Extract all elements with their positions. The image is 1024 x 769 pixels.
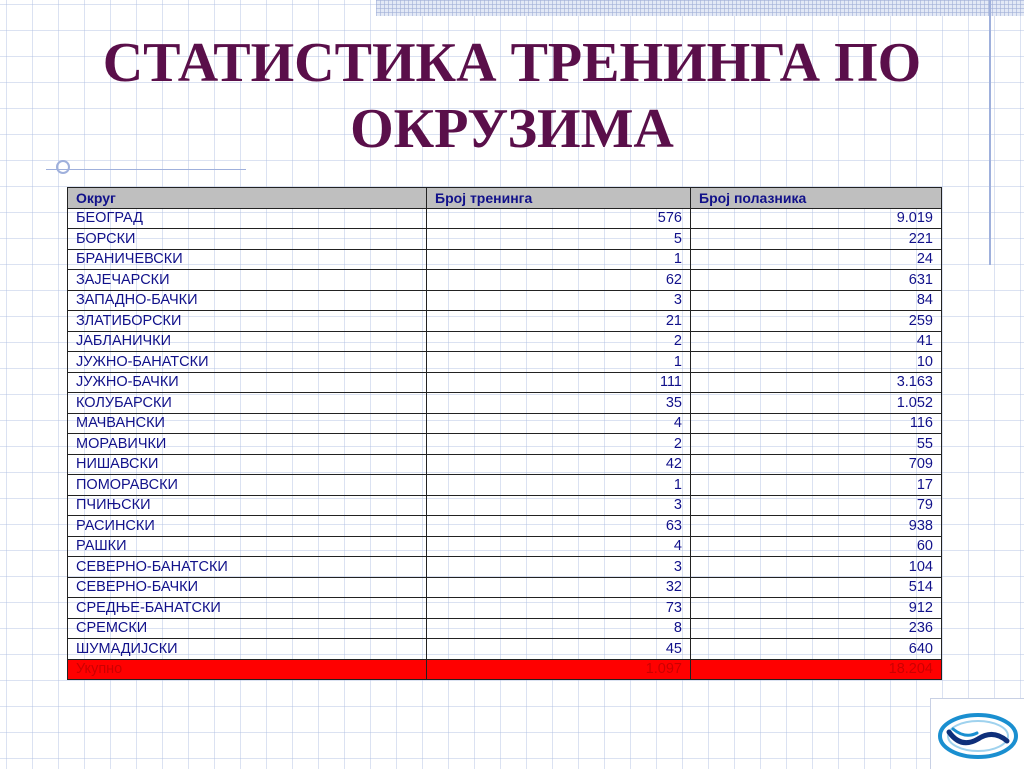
cell-participants: 10 (691, 352, 942, 373)
column-header-trainings: Број тренинга (427, 188, 691, 209)
table-header-row (68, 188, 942, 209)
table-row (68, 536, 942, 557)
cell-district: МОРАВИЧКИ (68, 434, 427, 455)
cell-participants: 104 (691, 557, 942, 578)
cell-trainings: 576 (427, 208, 691, 229)
column-header-district: Округ (68, 188, 427, 209)
table-total-row (68, 659, 942, 680)
table-row (68, 311, 942, 332)
table-row (68, 495, 942, 516)
table-row (68, 454, 942, 475)
cell-district: ЈУЖНО-БАНАТСКИ (68, 352, 427, 373)
cell-participants: 514 (691, 577, 942, 598)
cell-participants: 938 (691, 516, 942, 537)
table-row (68, 270, 942, 291)
decor-horizontal-line (46, 169, 246, 170)
cell-participants: 17 (691, 475, 942, 496)
cell-trainings: 4 (427, 413, 691, 434)
cell-trainings: 21 (427, 311, 691, 332)
cell-participants: 41 (691, 331, 942, 352)
statistics-table (67, 187, 942, 680)
table-row (68, 434, 942, 455)
cell-participants: 631 (691, 270, 942, 291)
top-decor-band (376, 0, 1024, 16)
cell-trainings: 62 (427, 270, 691, 291)
cell-trainings: 1 (427, 249, 691, 270)
slide-title: СТАТИСТИКА ТРЕНИНГА ПО ОКРУЗИМА (102, 32, 922, 160)
logo-icon (931, 699, 1024, 769)
table-row (68, 413, 942, 434)
table-row (68, 475, 942, 496)
table-row (68, 290, 942, 311)
cell-trainings: 2 (427, 331, 691, 352)
cell-district: ЗАЈЕЧАРСКИ (68, 270, 427, 291)
cell-participants: 84 (691, 290, 942, 311)
cell-participants: 24 (691, 249, 942, 270)
cell-district: МАЧВАНСКИ (68, 413, 427, 434)
cell-participants: 236 (691, 618, 942, 639)
cell-district: ЈАБЛАНИЧКИ (68, 331, 427, 352)
cell-trainings: 111 (427, 372, 691, 393)
cell-trainings: 35 (427, 393, 691, 414)
cell-participants: 912 (691, 598, 942, 619)
cell-trainings: 5 (427, 229, 691, 250)
decor-circle-icon (56, 160, 70, 174)
logo (930, 698, 1024, 769)
table-row (68, 372, 942, 393)
cell-participants: 1.052 (691, 393, 942, 414)
table-row (68, 598, 942, 619)
cell-trainings: 63 (427, 516, 691, 537)
cell-district: БЕОГРАД (68, 208, 427, 229)
cell-district: ШУМАДИЈСКИ (68, 639, 427, 660)
table-row (68, 557, 942, 578)
cell-trainings: 45 (427, 639, 691, 660)
cell-district: СРЕМСКИ (68, 618, 427, 639)
cell-district: ПОМОРАВСКИ (68, 475, 427, 496)
cell-district: КОЛУБАРСКИ (68, 393, 427, 414)
table-row (68, 352, 942, 373)
cell-participants: 60 (691, 536, 942, 557)
table-row (68, 618, 942, 639)
column-header-participants: Број полазника (691, 188, 942, 209)
cell-participants: 640 (691, 639, 942, 660)
cell-trainings: 3 (427, 290, 691, 311)
total-cell-trainings: 1.097 (427, 659, 691, 680)
cell-district: ЈУЖНО-БАЧКИ (68, 372, 427, 393)
cell-district: РАШКИ (68, 536, 427, 557)
cell-district: БРАНИЧЕВСКИ (68, 249, 427, 270)
cell-district: ЗЛАТИБОРСКИ (68, 311, 427, 332)
cell-trainings: 2 (427, 434, 691, 455)
cell-trainings: 4 (427, 536, 691, 557)
table-row (68, 393, 942, 414)
cell-trainings: 32 (427, 577, 691, 598)
cell-participants: 221 (691, 229, 942, 250)
cell-trainings: 1 (427, 475, 691, 496)
table-row (68, 249, 942, 270)
cell-trainings: 73 (427, 598, 691, 619)
table-row (68, 208, 942, 229)
cell-participants: 9.019 (691, 208, 942, 229)
table-row (68, 229, 942, 250)
cell-district: ПЧИЊСКИ (68, 495, 427, 516)
total-cell-participants: 18.204 (691, 659, 942, 680)
cell-participants: 259 (691, 311, 942, 332)
cell-participants: 709 (691, 454, 942, 475)
table-row (68, 331, 942, 352)
cell-trainings: 3 (427, 495, 691, 516)
cell-district: ЗАПАДНО-БАЧКИ (68, 290, 427, 311)
cell-district: РАСИНСКИ (68, 516, 427, 537)
cell-participants: 79 (691, 495, 942, 516)
cell-district: СРЕДЊЕ-БАНАТСКИ (68, 598, 427, 619)
cell-participants: 116 (691, 413, 942, 434)
cell-district: НИШАВСКИ (68, 454, 427, 475)
cell-district: СЕВЕРНО-БАНАТСКИ (68, 557, 427, 578)
cell-district: СЕВЕРНО-БАЧКИ (68, 577, 427, 598)
cell-trainings: 3 (427, 557, 691, 578)
table-body (68, 208, 942, 680)
cell-district: БОРСКИ (68, 229, 427, 250)
table-row (68, 577, 942, 598)
table-row (68, 516, 942, 537)
cell-trainings: 8 (427, 618, 691, 639)
total-cell-district: Укупно (68, 659, 427, 680)
cell-participants: 55 (691, 434, 942, 455)
cell-participants: 3.163 (691, 372, 942, 393)
table-row (68, 639, 942, 660)
cell-trainings: 1 (427, 352, 691, 373)
cell-trainings: 42 (427, 454, 691, 475)
